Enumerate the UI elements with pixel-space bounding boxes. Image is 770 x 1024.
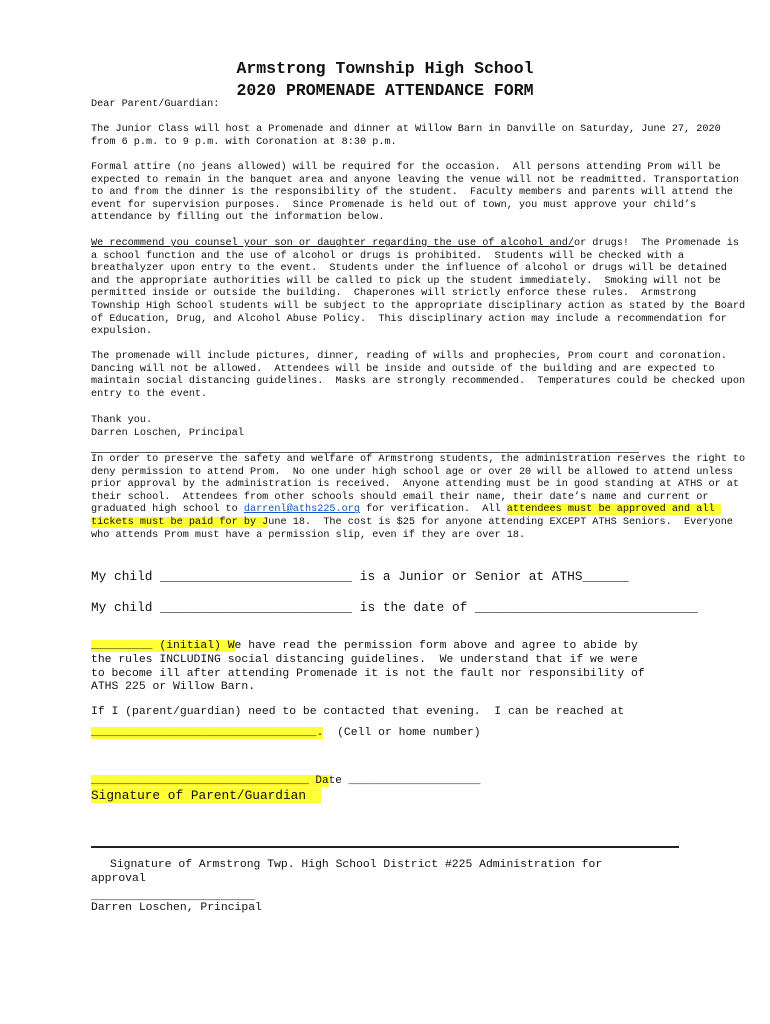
paragraph-rights — [91, 454, 751, 542]
deadline-highlight: attendees must be approved and all tickets must be paid for by J — [91, 504, 721, 528]
parent-signature-blank[interactable]: _________________________________ Da — [91, 775, 329, 787]
initial-agreement — [91, 640, 651, 694]
child-date-field — [91, 600, 698, 616]
date-of-text: is the date of _____________________________ — [352, 600, 698, 615]
alcohol-warning-underlined: We recommend you counsel your son or daughter regarding the use of alcohol and/ — [91, 238, 574, 249]
contact-field — [91, 727, 691, 741]
principal-name: Darren Loschen, Principal — [91, 902, 262, 914]
child-grade-field — [91, 569, 629, 585]
contact-line: If I (parent/guardian) need to be contacted that evening. I can be reached at — [91, 706, 625, 718]
paragraph-alcohol — [91, 238, 751, 339]
form-title — [0, 58, 770, 102]
child-label: My child — [91, 600, 153, 615]
section-divider — [91, 452, 639, 453]
child-name-blank[interactable]: _________________________ — [160, 569, 353, 584]
thank-you: Thank you. — [91, 415, 153, 426]
agreement-text: e have read the permission form above and agree to abide by the rules INCLUDING social distancing guidelines. We understand that if we were to become ill after attending Promenade it is not the fault nor responsibility of ATHS 225 or Willow Barn. — [91, 640, 652, 694]
child-label: My child — [91, 569, 153, 584]
date-blank[interactable]: te ____________________ — [328, 775, 481, 787]
rights-text-1: In order to preserve the safety and welfare of Armstrong students, the administration reserves the right to deny permission to attend Prom. No one under high school age or over 20 will be allowed to attend unless prior approval by the administration is received. Anyone attending must be in good standing at ATHS or at their school. Attendees from other schools should email their name, their date’s name and current or graduated high school to — [91, 454, 752, 516]
contact-note: (Cell or home number) — [337, 727, 481, 739]
paragraph-intro: The Junior Class will host a Promenade and dinner at Willow Barn in Danville on Saturday, June 27, 2020 from 6 p.m. to 9 p.m. with Coronation at 8:30 p.m. — [91, 124, 727, 148]
admin-signature-line[interactable] — [91, 846, 679, 848]
school-name: Armstrong Township High School — [236, 59, 534, 78]
principal-signature-blank[interactable]: ________________________ — [91, 891, 256, 903]
parent-signature-label: Signature of Parent/Guardian — [91, 788, 321, 804]
alcohol-policy-text: or drugs! The Promenade is a school function and the use of alcohol or drugs is prohibited. Students will be checked with a breathalyzer upon entry to the event. Students under the influence of alcohol or drugs will be detained and the appropriate authorities will be called to pick up the student immediately. Smoking will not be permitted inside or outside the building. Chaperones will strictly enforce these rules. Armstrong Township High School students will be subject to the appropriate disciplinary action as stated by the Board of Education, Drug, and Alcohol Abuse Policy. This disciplinary action may include a recommendation for expulsion. — [91, 238, 752, 338]
grade-text: is a Junior or Senior at ATHS______ — [352, 569, 629, 584]
form-name: 2020 PROMENADE ATTENDANCE FORM — [236, 81, 534, 100]
child-name-blank[interactable]: _________________________ — [160, 600, 353, 615]
paragraph-attire: Formal attire (no jeans allowed) will be required for the occasion. All persons attending Prom will be expected to remain in the banquet area and anyone leaving the venue will not be readmitted. Transportation to and from the dinner is the responsibility of the student. Faculty members and parents will attend the event for supervision purposes. Since Promenade is held out of town, you must approve your child’s attendance by filling out the information below. — [91, 162, 746, 224]
rights-text-2: for verification. All — [360, 504, 507, 516]
email-link[interactable]: darrenl@aths225.org — [243, 504, 361, 516]
principal-signoff: Darren Loschen, Principal — [91, 428, 244, 439]
parent-signature-line — [91, 775, 691, 789]
paragraph-activities: The promenade will include pictures, dinner, reading of wills and prophecies, Prom court and coronation. Dancing will not be allowed. Attendees will be inside and outside of the building and are expected to maintain social distancing guidelines. Masks are strongly recommended. Temperatures could be checked upon entry to the event. — [91, 351, 752, 400]
rights-text-3: une 18. The cost is $25 for anyone attending EXCEPT ATHS Seniors. Everyone who attends Prom must have a permission slip, even if they are over 18. — [91, 516, 740, 541]
salutation: Dear Parent/Guardian: — [91, 99, 220, 110]
initial-blank[interactable]: _________ (initial) W — [91, 640, 235, 653]
contact-number-blank[interactable]: _________________________________. — [91, 727, 324, 739]
admin-signature-label: Signature of Armstrong Twp. High School District #225 Administration for approval — [91, 859, 609, 885]
